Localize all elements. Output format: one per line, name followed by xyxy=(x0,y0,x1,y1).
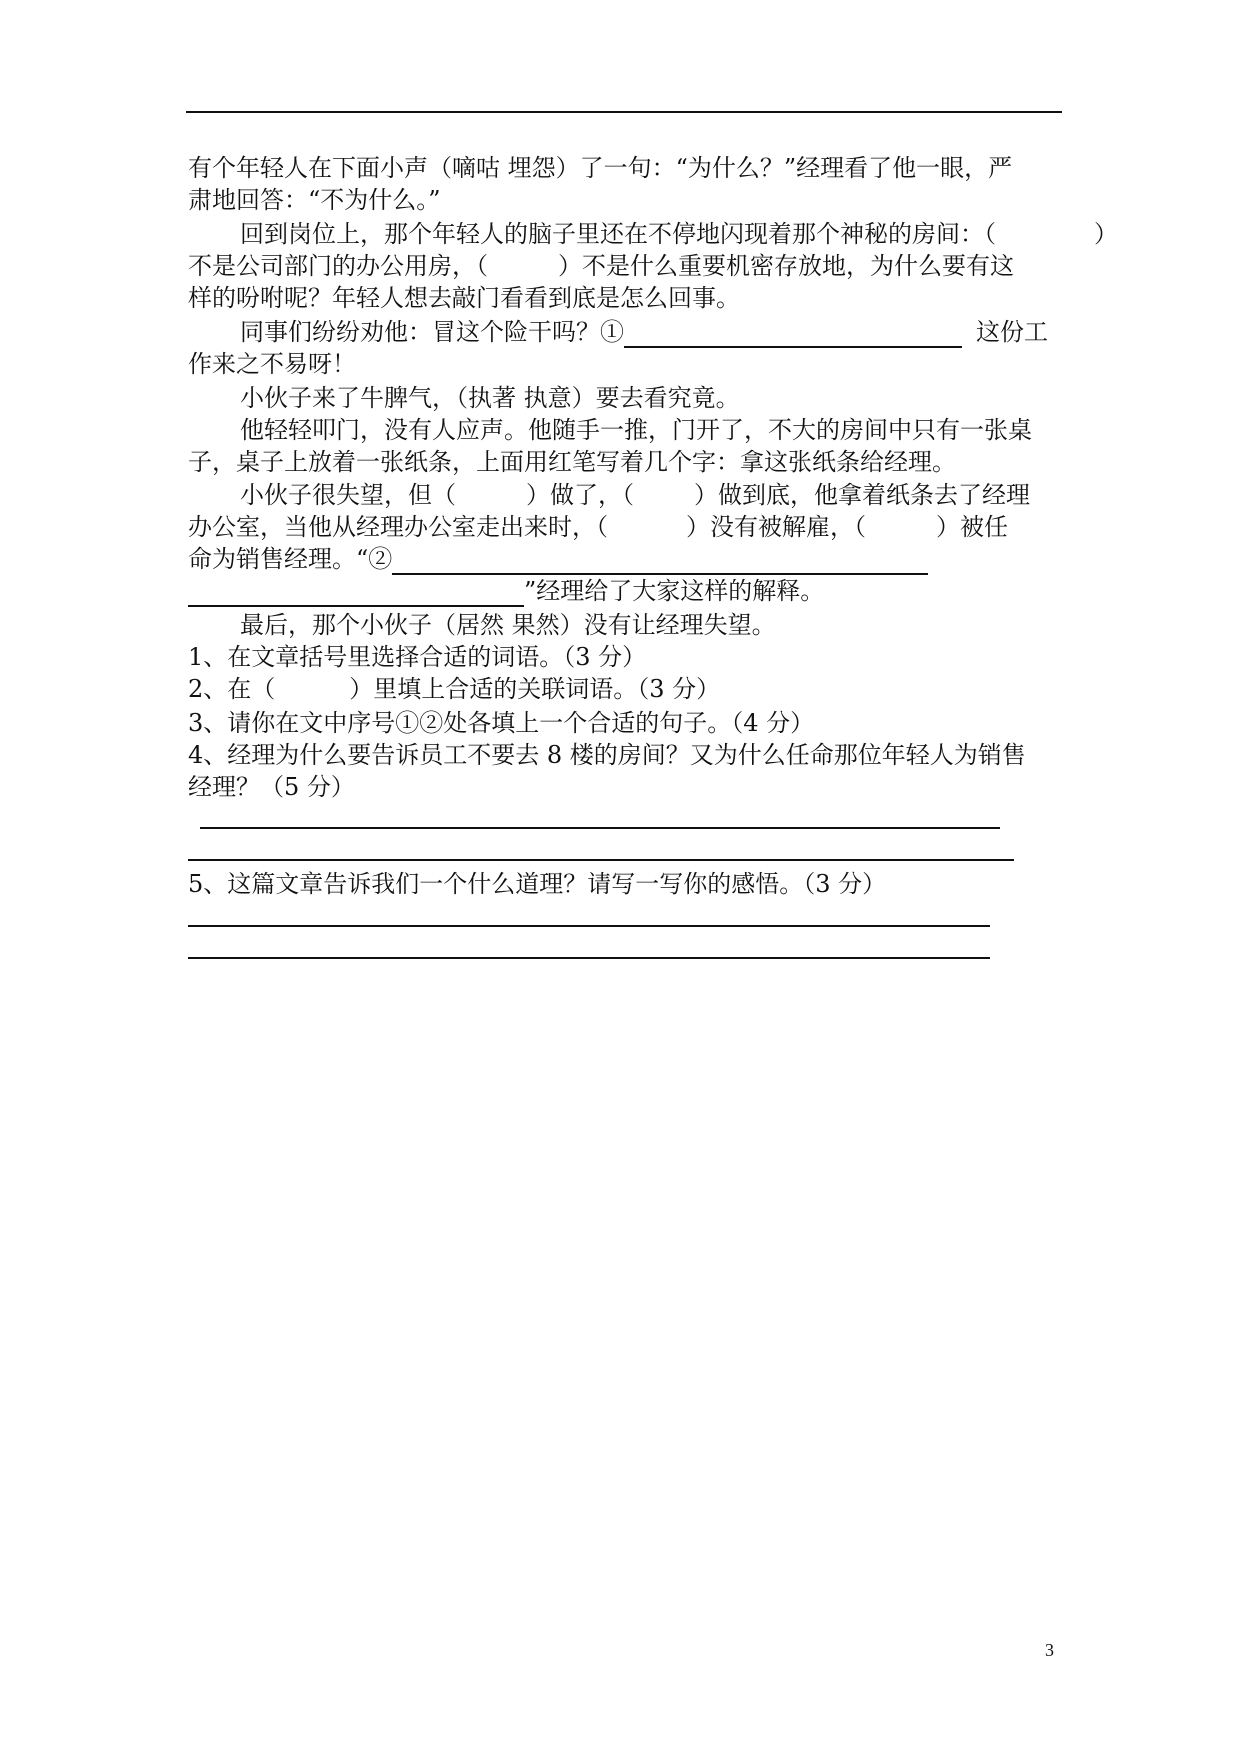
passage-line-4-text-b: ）不是什么重要机密存放地，为什么要有这 xyxy=(558,252,1014,280)
passage-line-3-close: ） xyxy=(1094,220,1118,248)
passage-line-12-text-c: ）被任 xyxy=(936,513,1008,541)
passage-line-13-text: 命为销售经理。“② xyxy=(188,545,393,573)
question-2-text-a: 2、在（ xyxy=(188,675,276,703)
passage-line-10: 子，桌子上放着一张纸条，上面用红笔写着几个字：拿这张纸条给经理。 xyxy=(188,448,956,476)
passage-line-12 xyxy=(188,511,1008,543)
passage-line-5: 样的吩咐呢？年轻人想去敲门看看到底是怎么回事。 xyxy=(188,284,740,312)
passage-line-6-text-a: 同事们纷纷劝他：冒这个险干吗？① xyxy=(240,318,624,346)
passage-line-6-text-b: 这份工 xyxy=(976,318,1048,346)
page-number: 3 xyxy=(1045,1640,1054,1660)
passage-line-1: 有个年轻人在下面小声（嘀咕 埋怨）了一句：“为什么？”经理看了他一眼，严 xyxy=(188,154,1013,182)
header-rule xyxy=(186,111,1062,113)
question-4-line-1: 4、经理为什么要告诉员工不要去 8 楼的房间？又为什么任命那位年轻人为销售 xyxy=(188,741,1026,769)
answer-line-q4-2[interactable] xyxy=(188,859,1014,861)
passage-line-3-text: 回到岗位上，那个年轻人的脑子里还在不停地闪现着那个神秘的房间：（ xyxy=(240,220,996,248)
passage-line-14 xyxy=(188,575,824,607)
passage-line-14-text: ”经理给了大家这样的解释。 xyxy=(524,577,825,605)
answer-blank-2-continued[interactable] xyxy=(188,579,524,607)
answer-blank-1[interactable] xyxy=(624,320,962,348)
passage-line-9: 他轻轻叩门，没有人应声。他随手一推，门开了，不大的房间中只有一张桌 xyxy=(240,416,1032,444)
passage-line-11-text-b: ）做了，（ xyxy=(526,481,634,509)
passage-line-15: 最后，那个小伙子（居然 果然）没有让经理失望。 xyxy=(240,611,776,639)
answer-line-q4-1[interactable] xyxy=(200,827,1000,829)
passage-line-4-text-a: 不是公司部门的办公用房，（ xyxy=(188,252,488,280)
passage-line-11 xyxy=(240,479,1030,511)
answer-line-q5-1[interactable] xyxy=(188,925,990,927)
passage-line-8: 小伙子来了牛脾气，（执著 执意）要去看究竟。 xyxy=(240,384,740,412)
passage-line-6 xyxy=(240,316,1048,348)
answer-blank-2[interactable] xyxy=(392,547,928,575)
question-3: 3、请你在文中序号①②处各填上一个合适的句子。（4 分） xyxy=(188,709,815,737)
passage-line-4 xyxy=(188,250,1014,282)
passage-line-11-text-c: ）做到底，他拿着纸条去了经理 xyxy=(694,481,1030,509)
passage-line-7: 作来之不易呀！ xyxy=(188,350,356,378)
passage-line-12-text-a: 办公室，当他从经理办公室走出来时，（ xyxy=(188,513,608,541)
passage-line-13 xyxy=(188,543,928,575)
answer-line-q5-2[interactable] xyxy=(188,957,990,959)
passage-line-2: 肃地回答：“不为什么。” xyxy=(188,186,441,214)
question-5: 5、这篇文章告诉我们一个什么道理？请写一写你的感悟。（3 分） xyxy=(188,870,887,898)
question-2 xyxy=(188,673,720,705)
passage-line-12-text-b: ）没有被解雇，（ xyxy=(686,513,866,541)
question-4-line-2: 经理？（5 分） xyxy=(188,773,355,801)
question-2-text-b: ）里填上合适的关联词语。（3 分） xyxy=(349,675,721,703)
question-1: 1、在文章括号里选择合适的词语。（3 分） xyxy=(188,643,647,671)
passage-line-11-text-a: 小伙子很失望，但（ xyxy=(240,481,456,509)
passage-line-3 xyxy=(240,218,1118,250)
